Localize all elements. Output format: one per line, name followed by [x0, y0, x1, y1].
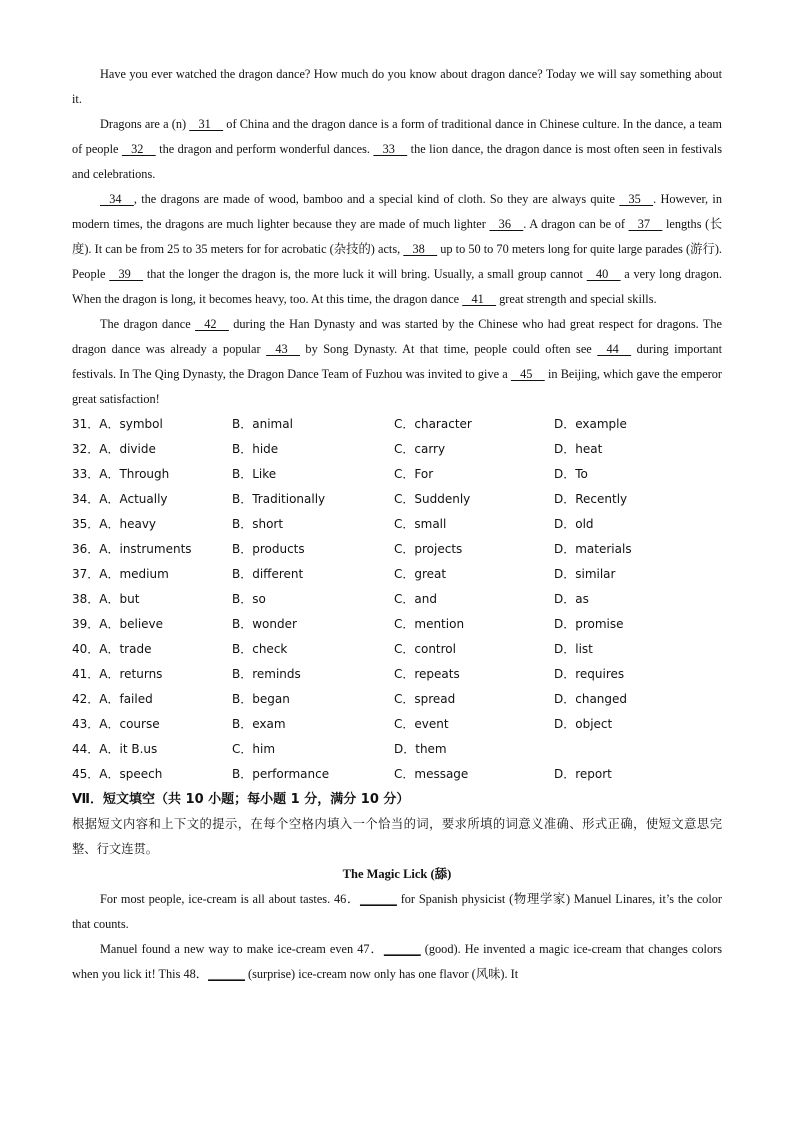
option-d[interactable]: D．materials: [554, 542, 632, 556]
option-d[interactable]: D．list: [554, 642, 593, 656]
option-b[interactable]: B．products: [232, 542, 305, 556]
option-b[interactable]: B．performance: [232, 767, 330, 781]
option-c[interactable]: C．carry: [394, 442, 446, 456]
option-b[interactable]: B．exam: [232, 717, 286, 731]
paragraph-text: Have you ever watched the dragon dance? How much do you know about dragon dance? Today we will say something about it.: [72, 67, 722, 106]
answer-blank[interactable]: ______: [360, 892, 397, 906]
option-d[interactable]: D．as: [554, 592, 589, 606]
section-7-paragraph-2: [72, 937, 722, 987]
paragraph-text: the lion dance, the dragon dance is most often seen in festivals and celebrations.: [72, 142, 723, 181]
option-row: [72, 462, 722, 487]
option-b[interactable]: C．him: [232, 742, 276, 756]
option-d[interactable]: D．similar: [554, 567, 616, 581]
option-row: [72, 712, 722, 737]
answer-blank[interactable]: 32: [121, 142, 156, 156]
option-a[interactable]: 33．A．Through: [72, 467, 170, 481]
option-row: [72, 762, 722, 787]
paragraph-text: of China and the dragon dance is a form of traditional dance in Chinese culture. In the dance, a team of people: [72, 117, 722, 156]
option-b[interactable]: B．check: [232, 642, 288, 656]
paragraph-text: , the dragons are made of wood, bamboo and a special kind of cloth. So they are always quite: [133, 192, 620, 206]
option-c[interactable]: C．For: [394, 467, 434, 481]
option-d[interactable]: D．Recently: [554, 492, 628, 506]
paragraph-text: that the longer the dragon is, the more luck it will bring. Usually, a small group cannot: [143, 267, 587, 281]
option-row: [72, 662, 722, 687]
paragraph-text: great strength and special skills.: [496, 292, 657, 306]
option-a[interactable]: 41．A．returns: [72, 667, 163, 681]
option-c[interactable]: C．character: [394, 417, 472, 431]
option-c[interactable]: C．message: [394, 767, 469, 781]
option-a[interactable]: 36．A．instruments: [72, 542, 192, 556]
paragraph-text: during important festivals. In The Qing Dynasty, the Dragon Dance Team of Fuzhou was invited to give a: [72, 342, 722, 381]
answer-blank[interactable]: 43: [266, 342, 300, 356]
answer-blank[interactable]: 31: [189, 117, 224, 131]
option-d[interactable]: D．To: [554, 467, 588, 481]
answer-blank[interactable]: 41: [462, 292, 497, 306]
option-row: [72, 612, 722, 637]
answer-blank[interactable]: 39: [109, 267, 144, 281]
option-a[interactable]: 42．A．failed: [72, 692, 153, 706]
passage-paragraph-1: [72, 62, 722, 112]
option-c[interactable]: C．projects: [394, 542, 463, 556]
paragraph-text: up to 50 to 70 meters long for quite large parades (游行). People: [72, 242, 722, 281]
paragraph-text: The dragon dance: [100, 317, 196, 331]
exam-page: [72, 62, 722, 987]
option-b[interactable]: B．animal: [232, 417, 293, 431]
option-a[interactable]: 40．A．trade: [72, 642, 152, 656]
options-list: [72, 412, 722, 787]
option-d[interactable]: D．requires: [554, 667, 625, 681]
paragraph-text: (surprise) ice-cream now only has one flavor (风味). It: [244, 967, 519, 981]
option-a[interactable]: 35．A．heavy: [72, 517, 157, 531]
option-b[interactable]: B．Traditionally: [232, 492, 326, 506]
option-c[interactable]: C．and: [394, 592, 437, 606]
option-a[interactable]: 34．A．Actually: [72, 492, 168, 506]
option-row: [72, 587, 722, 612]
option-c[interactable]: C．Suddenly: [394, 492, 471, 506]
option-a[interactable]: 39．A．believe: [72, 617, 164, 631]
answer-blank[interactable]: 33: [373, 142, 408, 156]
option-row: [72, 537, 722, 562]
option-c[interactable]: C．repeats: [394, 667, 460, 681]
answer-blank[interactable]: 35: [619, 192, 654, 206]
paragraph-text: Manuel found a new way to make ice-cream even 47．: [100, 942, 384, 956]
option-a[interactable]: 44．A．it B.us: [72, 742, 158, 756]
paragraph-text: by Song Dynasty. At that time, people could often see: [299, 342, 598, 356]
option-c[interactable]: C．great: [394, 567, 447, 581]
paragraph-text: lengths (长度). It can be from 25 to 35 meters for for acrobatic (杂技的) acts,: [72, 217, 723, 256]
option-b[interactable]: B．Like: [232, 467, 277, 481]
option-c[interactable]: D．them: [394, 742, 447, 756]
answer-blank[interactable]: 45: [510, 367, 545, 381]
option-b[interactable]: B．hide: [232, 442, 279, 456]
option-c[interactable]: C．small: [394, 517, 447, 531]
paragraph-text: Dragons are a (n): [100, 117, 190, 131]
option-a[interactable]: 45．A．speech: [72, 767, 163, 781]
option-row: [72, 687, 722, 712]
option-d[interactable]: D．heat: [554, 442, 603, 456]
passage-paragraph-2: [72, 112, 722, 187]
paragraph-text: . However, in modern times, the dragons are much lighter because they are made of much lighter: [72, 192, 722, 231]
option-d[interactable]: D．promise: [554, 617, 624, 631]
answer-blank[interactable]: 40: [586, 267, 621, 281]
answer-blank[interactable]: 34: [100, 192, 134, 206]
option-b[interactable]: B．short: [232, 517, 284, 531]
option-a[interactable]: 37．A．medium: [72, 567, 169, 581]
section-7-instruction: 根据短文内容和上下文的提示，在每个空格内填入一个恰当的词，要求所填的词意义准确、形式正确，使短文意思完整、行文连贯。: [72, 817, 722, 856]
answer-blank[interactable]: ______: [383, 942, 421, 956]
option-d[interactable]: D．example: [554, 417, 627, 431]
section-7-paragraph-1: [72, 887, 722, 937]
option-b[interactable]: B．different: [232, 567, 304, 581]
passage-paragraph-3: [72, 187, 722, 312]
answer-blank[interactable]: 37: [628, 217, 663, 231]
answer-blank[interactable]: 42: [195, 317, 229, 331]
option-row: [72, 487, 722, 512]
option-a[interactable]: 43．A．course: [72, 717, 160, 731]
option-row: [72, 512, 722, 537]
option-row: [72, 562, 722, 587]
option-row: [72, 737, 722, 762]
option-d[interactable]: D．object: [554, 717, 613, 731]
option-row: [72, 437, 722, 462]
paragraph-text: the dragon and perform wonderful dances.: [155, 142, 374, 156]
section-7-title: Ⅶ．短文填空（共 10 小题；每小题 1 分，满分 10 分）: [72, 792, 410, 807]
option-c[interactable]: C．mention: [394, 617, 465, 631]
option-b[interactable]: B．wonder: [232, 617, 297, 631]
passage-title: The Magic Lick (舔): [342, 867, 452, 881]
answer-blank[interactable]: 44: [597, 342, 632, 356]
paragraph-text: in Beijing, which gave the emperor great satisfaction!: [72, 367, 722, 406]
option-d[interactable]: D．changed: [554, 692, 628, 706]
answer-blank[interactable]: 36: [489, 217, 524, 231]
option-c[interactable]: C．spread: [394, 692, 456, 706]
paragraph-text: For most people, ice-cream is all about tastes. 46．: [100, 892, 360, 906]
answer-blank[interactable]: ______: [208, 967, 245, 981]
option-d[interactable]: D．old: [554, 517, 594, 531]
option-d[interactable]: D．report: [554, 767, 612, 781]
answer-blank[interactable]: 38: [403, 242, 438, 256]
option-c[interactable]: C．control: [394, 642, 456, 656]
passage-paragraph-4: [72, 312, 722, 412]
option-a[interactable]: 32．A．divide: [72, 442, 156, 456]
option-b[interactable]: B．reminds: [232, 667, 301, 681]
option-a[interactable]: 38．A．but: [72, 592, 140, 606]
option-row: [72, 637, 722, 662]
option-row: [72, 412, 722, 437]
option-c[interactable]: C．event: [394, 717, 449, 731]
paragraph-text: (good). He invented a magic ice-cream that changes colors when you lick it! This 48．: [72, 942, 722, 981]
option-b[interactable]: B．so: [232, 592, 266, 606]
option-b[interactable]: B．began: [232, 692, 290, 706]
option-a[interactable]: 31．A．symbol: [72, 417, 163, 431]
paragraph-text: for Spanish physicist (物理学家) Manuel Linares, it’s the color that counts.: [72, 892, 722, 931]
paragraph-text: . A dragon can be of: [523, 217, 629, 231]
paragraph-text: during the Han Dynasty and was started by the Chinese who had great respect for dragons. The dragon dance was already a popular: [72, 317, 722, 356]
paragraph-text: a very long dragon. When the dragon is long, it becomes heavy, too. At this time, the dragon dance: [72, 267, 722, 306]
